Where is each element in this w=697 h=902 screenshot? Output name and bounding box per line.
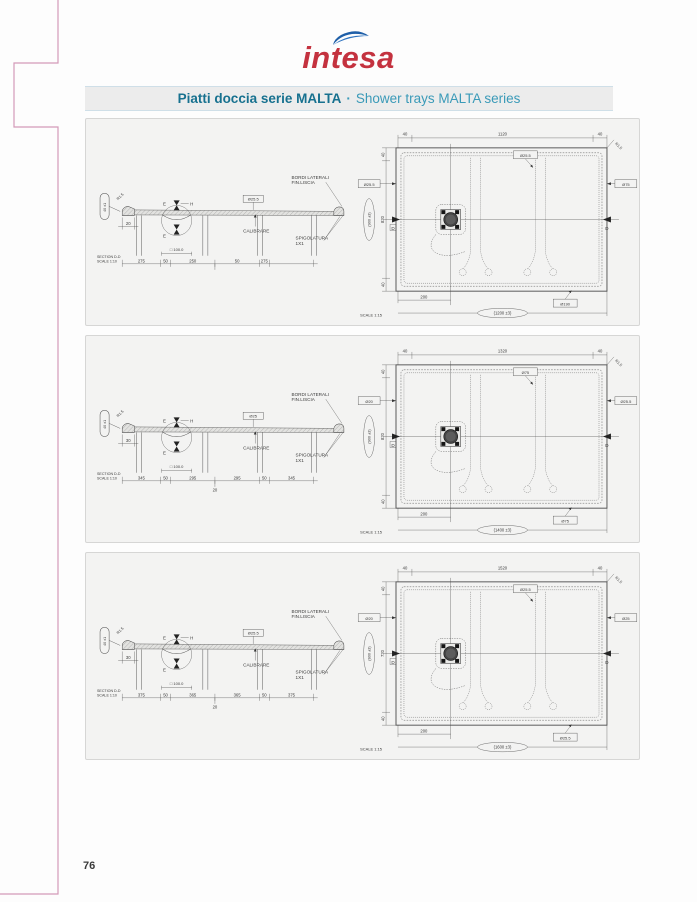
dim-2: 50 xyxy=(163,258,168,264)
chamfer-label-line2: 1X1 xyxy=(295,675,304,681)
drain xyxy=(431,639,466,690)
title-english: Shower trays MALTA series xyxy=(355,91,521,106)
section-scale: SCALE 1:10 xyxy=(97,476,117,481)
dim-4: 365 xyxy=(233,692,241,698)
top-dim-chain xyxy=(398,569,607,582)
section-callout-label: Ø25.5 xyxy=(247,630,259,636)
section-title: SECTION D-D xyxy=(97,254,121,259)
texture-channels xyxy=(459,592,557,710)
drawing-panel xyxy=(85,335,640,543)
letter-h: H xyxy=(190,635,194,641)
section-drawing xyxy=(94,384,356,497)
callout-right-label: Ø75 xyxy=(622,181,630,187)
overall-height-label: (900 ±3) xyxy=(366,212,372,227)
left-dim-bottom: 40 xyxy=(380,499,386,505)
drain-square-label: □ 100.0 xyxy=(169,247,184,253)
chamfer-label-line2: 1X1 xyxy=(295,241,304,247)
dim-5: 275 xyxy=(260,258,268,264)
callout-left-label: Ø20 xyxy=(365,398,373,404)
drain-offset-label: 200 xyxy=(420,511,428,517)
dim-4: 50 xyxy=(234,258,240,264)
top-dim-center: 1320 xyxy=(497,348,508,354)
drawing-panel xyxy=(85,552,640,760)
letter-e2: E xyxy=(163,233,167,239)
letter-h: H xyxy=(190,201,194,207)
section-title: SECTION D-D xyxy=(97,688,121,693)
height-pill-label: 40 ±1 xyxy=(103,636,108,646)
chamfer-label-line1: SPIGOLATURA xyxy=(295,669,329,675)
letter-e2: E xyxy=(163,667,167,673)
chamfer-label-line1: SPIGOLATURA xyxy=(295,235,329,241)
drawing-panel xyxy=(85,118,640,326)
page-number: 76 xyxy=(83,860,96,872)
plan-drawing xyxy=(356,554,640,758)
section-callout-label: Ø25 xyxy=(249,413,258,419)
dim-4: 295 xyxy=(233,475,241,481)
plan-scale-label: SCALE 1:15 xyxy=(360,746,383,752)
left-dim-top: 40 xyxy=(380,152,386,158)
plan-scale-label: SCALE 1:15 xyxy=(360,312,383,318)
left-dim-center: 820 xyxy=(380,433,386,440)
dim-2: 50 xyxy=(163,692,168,698)
left-rim xyxy=(122,640,134,649)
top-dim-right: 40 xyxy=(597,131,603,137)
drain xyxy=(431,422,466,473)
marker-letter-left: D xyxy=(391,659,395,665)
plan-drawing xyxy=(356,120,640,324)
drain-square-label: □ 100.0 xyxy=(169,681,184,687)
callout-left-label: Ø25.5 xyxy=(363,181,375,187)
center-dim: 20 xyxy=(212,487,218,493)
top-dim-center: 1120 xyxy=(498,131,507,137)
tray-surface xyxy=(134,644,342,650)
edge-label-line2: FIN.LISCIA xyxy=(291,397,315,403)
tray-surface xyxy=(134,427,342,433)
calibrate-label: CALIBRARE xyxy=(243,445,270,451)
callout-top-label: Ø25.5 xyxy=(519,153,531,159)
dim-2: 50 xyxy=(163,475,168,481)
dim-3: 250 xyxy=(189,258,197,264)
overall-height-label: (800 ±3) xyxy=(366,646,372,661)
top-dim-left: 40 xyxy=(402,565,408,571)
callout-top-label: Ø25.5 xyxy=(519,587,531,593)
callout-right-label: Ø25 xyxy=(622,615,630,621)
right-rim xyxy=(334,424,344,433)
overall-width-label: (1200 ±3) xyxy=(493,310,512,316)
rim-radius-label: R1.5 xyxy=(116,626,125,636)
calibrate-label: CALIBRARE xyxy=(243,228,270,234)
right-rim xyxy=(334,641,344,650)
tray-surface xyxy=(134,210,342,216)
top-dim-chain xyxy=(398,352,607,365)
letter-h: H xyxy=(190,418,194,424)
callout-bottom-label: Ø75 xyxy=(561,518,569,524)
left-dim-center: 720 xyxy=(380,650,386,657)
edge-label-line1: BORDI LATERALI xyxy=(291,392,329,398)
section-scale: SCALE 1:10 xyxy=(97,693,117,698)
thickness-label: 30 xyxy=(125,655,131,661)
title-italian: Piatti doccia serie MALTA xyxy=(177,91,342,106)
callout-bottom-label: Ø25.5 xyxy=(559,735,571,741)
corner-radius-label: R1.5 xyxy=(614,141,624,151)
series-title-band xyxy=(85,86,613,111)
brand-logo xyxy=(0,28,697,73)
marker-letter-right: D xyxy=(605,442,609,448)
texture-channels xyxy=(459,375,557,493)
chamfer-label-line1: SPIGOLATURA xyxy=(295,452,329,458)
drain-offset-label: 200 xyxy=(420,728,428,734)
letter-e: E xyxy=(163,201,167,207)
dim-1: 345 xyxy=(137,475,145,481)
rim-radius-label: R1.5 xyxy=(116,192,125,202)
section-dim-chain xyxy=(122,260,317,270)
letter-e: E xyxy=(163,418,167,424)
dim-1: 375 xyxy=(137,692,145,698)
left-dim-top: 40 xyxy=(380,586,386,592)
callout-right-label: Ø25.5 xyxy=(620,398,632,404)
left-dim-top: 40 xyxy=(380,369,386,375)
marker-letter-right: D xyxy=(605,659,609,665)
section-title: SECTION D-D xyxy=(97,471,121,476)
rim-radius-label: R1.5 xyxy=(116,409,125,419)
top-dim-right: 40 xyxy=(597,348,603,354)
dim-3: 295 xyxy=(189,475,197,481)
section-callout-label: Ø25.5 xyxy=(247,196,259,202)
left-rim xyxy=(122,206,134,215)
texture-channels xyxy=(459,158,557,276)
section-drawing xyxy=(94,601,356,714)
panels xyxy=(85,118,640,760)
edge-label-line1: BORDI LATERALI xyxy=(291,175,329,181)
center-dim: 20 xyxy=(212,704,218,710)
chamfer-label-line2: 1X1 xyxy=(295,458,304,464)
edge-label-line2: FIN.LISCIA xyxy=(291,180,315,186)
calibrate-label: CALIBRARE xyxy=(243,662,270,668)
letter-e: E xyxy=(163,635,167,641)
drain xyxy=(431,205,466,256)
left-rim xyxy=(122,423,134,432)
section-scale: SCALE 1:10 xyxy=(97,259,117,264)
plan-scale-label: SCALE 1:15 xyxy=(360,529,383,535)
callout-top-label: Ø75 xyxy=(521,370,530,376)
height-pill-label: 40 ±1 xyxy=(103,419,108,429)
callout-left-label: Ø20 xyxy=(365,615,373,621)
edge-label-line1: BORDI LATERALI xyxy=(291,609,329,615)
drain-square-label: □ 100.0 xyxy=(169,464,184,470)
dim-3: 365 xyxy=(189,692,197,698)
dim-5: 50 xyxy=(261,692,267,698)
edge-label-line2: FIN.LISCIA xyxy=(291,614,315,620)
dim-6: 345 xyxy=(287,475,296,481)
plan-drawing xyxy=(356,337,640,541)
left-dim-bottom: 40 xyxy=(380,716,386,722)
dim-6: 375 xyxy=(287,692,296,698)
overall-height-label: (900 ±3) xyxy=(366,429,372,444)
callout-bottom-label: Ø190 xyxy=(560,301,571,307)
title-separator: · xyxy=(346,91,351,106)
left-dim-bottom: 40 xyxy=(380,282,386,288)
corner-radius-label: R1.5 xyxy=(614,575,624,585)
overall-width-label: (1600 ±3) xyxy=(493,744,512,750)
drain-offset-label: 200 xyxy=(420,294,428,300)
top-dim-left: 40 xyxy=(402,348,408,354)
top-dim-right: 40 xyxy=(597,565,603,571)
thickness-label: 20 xyxy=(125,221,131,227)
left-dim-center: 820 xyxy=(380,216,386,223)
top-dim-center: 1520 xyxy=(497,565,508,571)
logo-wordmark: intesa xyxy=(302,40,395,75)
dim-5: 50 xyxy=(261,475,267,481)
marker-letter-left: D xyxy=(391,225,395,231)
letter-e2: E xyxy=(163,450,167,456)
marker-letter-right: D xyxy=(605,225,609,231)
corner-radius-label: R1.5 xyxy=(614,358,624,368)
overall-width-label: (1400 ±3) xyxy=(493,527,512,533)
top-dim-left: 40 xyxy=(402,131,408,137)
height-pill-label: 40 ±1 xyxy=(103,202,108,212)
top-dim-chain xyxy=(398,135,607,148)
thickness-label: 30 xyxy=(125,438,131,444)
marker-letter-left: D xyxy=(391,442,395,448)
dim-1: 275 xyxy=(137,258,145,264)
right-rim xyxy=(334,207,344,216)
section-drawing xyxy=(94,167,356,280)
